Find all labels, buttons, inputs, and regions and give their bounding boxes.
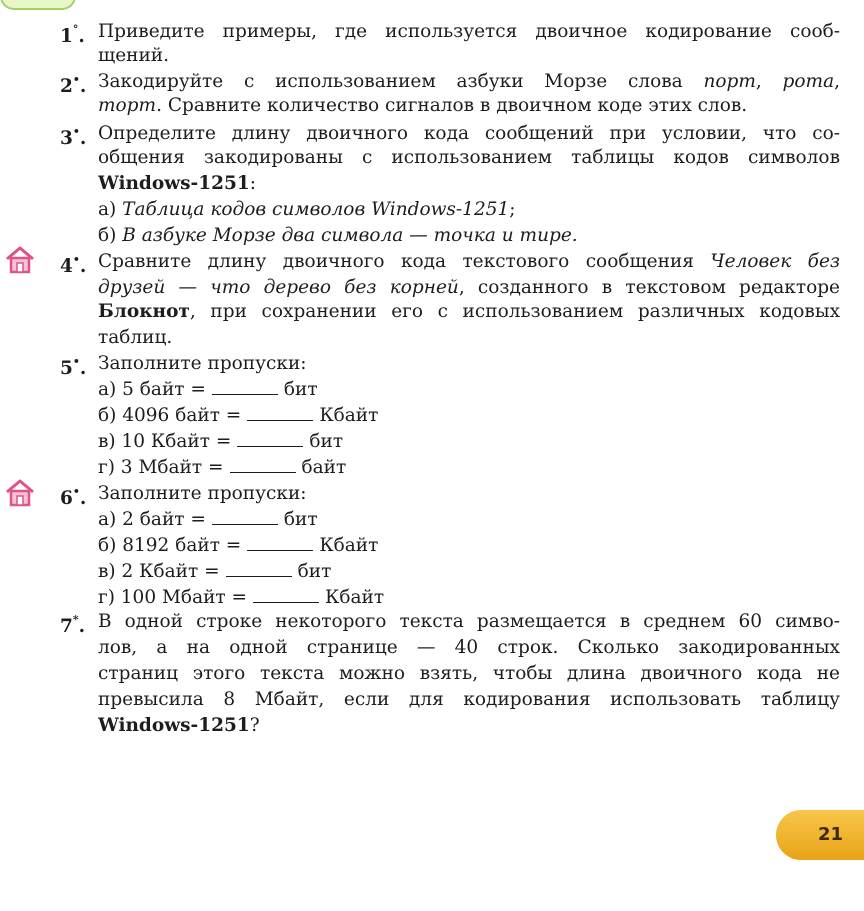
task-1-number: 1°. [60,23,85,48]
task-7-line-1: В одной строке некоторого текста размещается в среднем 60 симво- [98,611,840,632]
home-icon [3,478,37,508]
task-5-title: Заполните пропуски: [98,353,307,374]
task-5-item-c: в) 10 Кбайт = бит [98,431,344,452]
home-icon [3,245,37,275]
task-6-item-b: б) 8192 байт = Кбайт [98,535,379,556]
task-4-line-3: Блокнот, при сохранении его с использованием различных кодовых [98,301,840,322]
task-5-item-a: а) 5 байт = бит [98,379,318,400]
task-6-item-a: а) 2 байт = бит [98,509,318,530]
task-2-line-1: Закодируйте с использованием азбуки Морзе слова порт, рота, [98,71,840,92]
task-7-line-4: превысила 8 Мбайт, если для кодирования использовать таблицу [98,689,840,710]
page-number-badge: 21 [776,810,864,860]
task-6-item-d: г) 100 Мбайт = Кбайт [98,587,385,608]
task-5-item-d: г) 3 Мбайт = байт [98,457,347,478]
task-7-line-2: лов, а на одной странице — 40 строк. Сколько закодированных [98,637,840,658]
task-5-number: 5•. [60,355,87,380]
task-1-line-2: щений. [98,45,170,66]
task-6-number: 6•. [60,485,87,510]
task-3-option-b: б) В азбуке Морзе два символа — точка и тире. [98,225,578,246]
task-3-line-2: общения закодированы с использованием таблицы кодов символов [98,147,840,168]
task-7-number: 7*. [60,613,86,638]
task-2-line-2: торт. Сравните количество сигналов в двоичном коде этих слов. [98,95,748,116]
task-2-number: 2•. [60,73,87,98]
task-6-item-c: в) 2 Кбайт = бит [98,561,332,582]
task-4-line-4: таблиц. [98,327,173,348]
task-7-line-3: страниц этого текста можно взять, чтобы длина двоичного кода не [98,663,840,684]
task-1-line-1: Приведите примеры, где используется двоичное кодирование сооб- [98,21,840,42]
task-5-item-b: б) 4096 байт = Кбайт [98,405,379,426]
task-3-line-3: Windows-1251: [98,173,256,194]
task-3-option-a: а) Таблица кодов символов Windows-1251; [98,199,516,220]
task-6-title: Заполните пропуски: [98,483,307,504]
top-corner-tab [0,0,76,10]
task-3-line-1: Определите длину двоичного кода сообщений при условии, что со- [98,123,840,144]
task-4-line-1: Сравните длину двоичного кода текстового сообщения Человек без [98,251,840,272]
task-4-number: 4•. [60,253,87,278]
task-4-line-2: друзей — что дерево без корней, созданного в текстовом редакторе [98,277,840,298]
task-3-number: 3•. [60,125,87,150]
task-7-line-5: Windows-1251? [98,715,260,736]
